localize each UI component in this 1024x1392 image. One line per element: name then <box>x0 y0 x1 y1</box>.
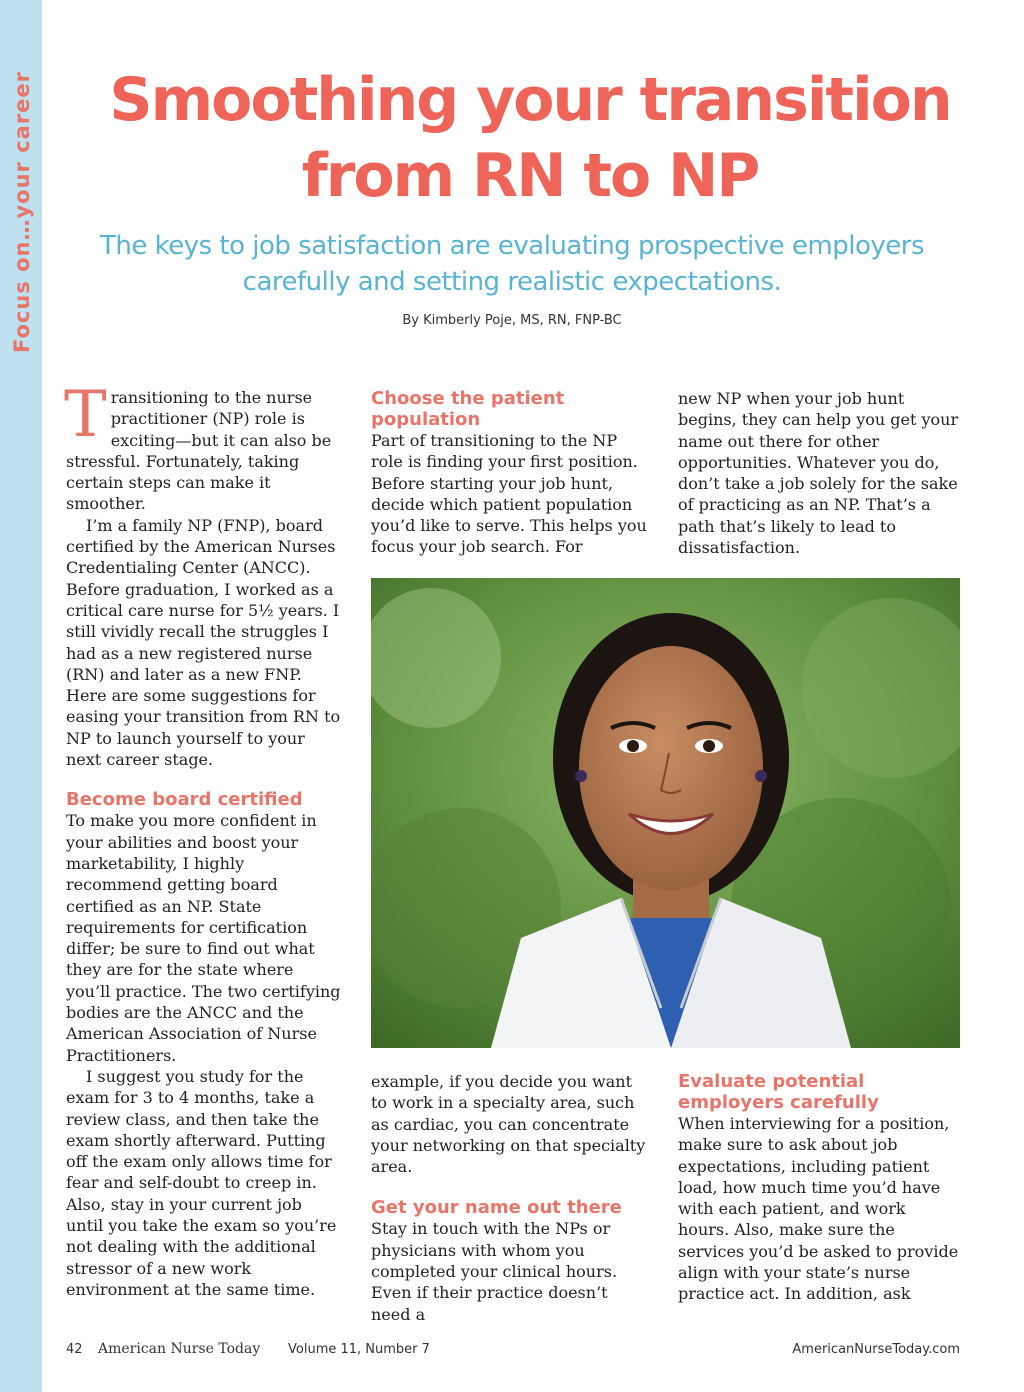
section-label: Focus on…your career <box>10 70 34 354</box>
column-3-bottom <box>678 1071 960 1305</box>
intro-paragraph <box>64 378 342 515</box>
byline: By Kimberly Poje, MS, RN, FNP-BC <box>402 313 622 328</box>
magazine-name: American Nurse Today <box>98 1341 261 1357</box>
column-1 <box>64 378 342 1312</box>
paragraph: When interviewing for a position, make sure to ask about job expectations, including patient load, how much time you’d have with each patient, and work hours. Also, make sure the services you’d be asked to provide align with your state’s nurse practice act. In addition, ask <box>678 1114 959 1304</box>
paragraph: I’m a family NP (FNP), board certified by the American Nurses Credentialing Center (ANCC). Before graduation, I worked as a critical care nurse for 5½ years. I still vividly recall the struggles I had as a new registered nurse (RN) and later as a new FNP. Here are some suggestions for easing your transition from RN to NP to launch yourself to your next career stage. <box>66 515 341 770</box>
title-line-1: Smoothing your transition <box>109 65 951 135</box>
nurse-practitioner-photo <box>371 578 960 1048</box>
section-heading: Choose the patient population <box>371 388 565 430</box>
section-heading: Become board certified <box>66 789 303 811</box>
article-subtitle <box>60 228 964 300</box>
paragraph: Stay in touch with the NPs or physicians with whom you completed your clinical hours. Even if their practice doesn’t need a <box>371 1219 618 1324</box>
website-link[interactable]: AmericanNurseToday.com <box>792 1342 960 1357</box>
column-3-top <box>678 388 960 558</box>
column-2-bottom <box>371 1071 647 1325</box>
issue-info: Volume 11, Number 7 <box>288 1342 430 1357</box>
section-heading: Evaluate potential employers carefully <box>678 1071 879 1113</box>
section-heading: Get your name out there <box>371 1197 622 1219</box>
intro-text: ransitioning to the nurse practitioner (NP) role is exciting—but it can also be stressful. Fortunately, taking certain steps can make it smoother. <box>66 388 332 514</box>
paragraph: I suggest you study for the exam for 3 to 4 months, take a review class, and then take the exam shortly afterward. Putting off the exam only allows time for fear and self-doubt to creep in. Also, stay in your current job until you take the exam so you’re not dealing with the additional stressor of a new work environment at the same time. <box>66 1066 337 1299</box>
title-line-2: from RN to NP <box>301 141 759 211</box>
paragraph: example, if you decide you want to work in a specialty area, such as cardiac, you can concentrate your networking on that specialty area. <box>371 1072 646 1177</box>
subtitle-line-1: The keys to job satisfaction are evaluating prospective employers <box>99 231 925 261</box>
drop-cap: T <box>64 378 107 452</box>
paragraph: To make you more confident in your abilities and boost your marketability, I highly recommend getting board certified as an NP. State requirements for certification differ; be sure to find out what they are for the state where you’ll practice. The two certifying bodies are the ANCC and the American Association of Nurse Practitioners. <box>66 811 341 1065</box>
paragraph: new NP when your job hunt begins, they can help you get your name out there for other opportunities. Whatever you do, don’t take a job solely for the sake of practicing as an NP. That’s a path that’s likely to lead to dissatisfaction. <box>678 389 959 558</box>
paragraph: Part of transitioning to the NP role is finding your first position. Before starting your job hunt, decide which patient population you’d like to serve. This helps you focus your job search. For <box>371 431 647 557</box>
subtitle-line-2: carefully and setting realistic expectations. <box>242 267 782 297</box>
column-2-top <box>371 388 647 558</box>
page-number: 42 <box>66 1342 83 1357</box>
article-title <box>80 62 980 214</box>
